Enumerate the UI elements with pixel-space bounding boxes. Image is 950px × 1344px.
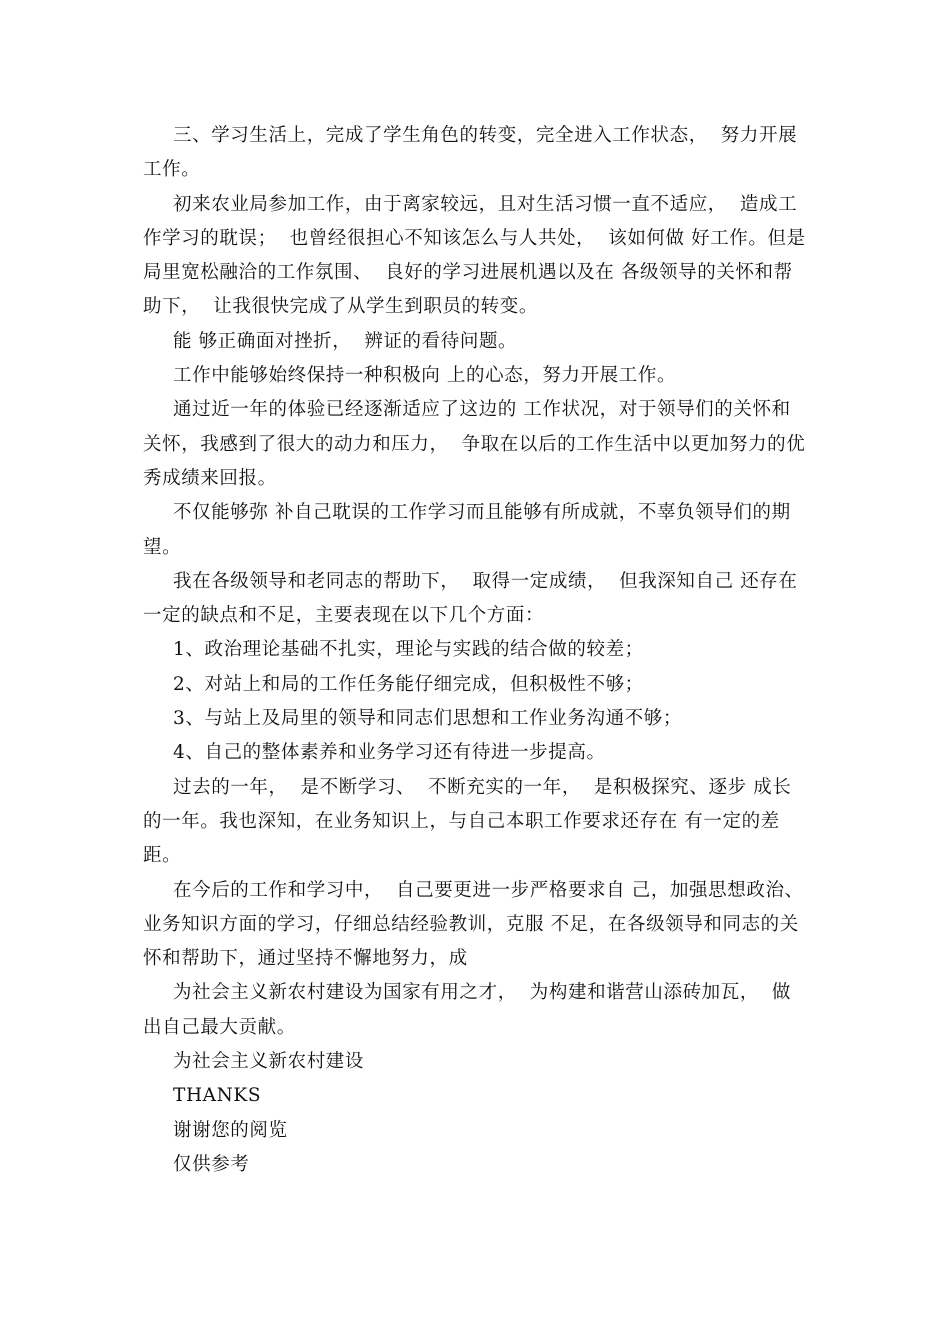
paragraph-attitude: 工作中能够始终保持一种积极向 上的心态，努力开展工作。	[173, 365, 677, 387]
paragraph-expectations: 不仅能够弥 补自己耽误的工作学习而且能够有所成就，不辜负领导们的期望。	[143, 502, 791, 558]
closing-line-reading: 谢谢您的阅览	[173, 1119, 288, 1141]
closing-line-rural: 为社会主义新农村建设	[173, 1051, 365, 1073]
paragraph-past-year: 过去的一年， 是不断学习、 不断充实的一年， 是积极探究、逐步 成长的一年。我也深知，在业务知识上，与自己本职工作要求还存在 有一定的差距。	[143, 776, 792, 867]
list-item-3: 3、与站上及局里的领导和同志们思想和工作业务沟通不够；	[173, 708, 682, 730]
paragraph-setbacks: 能 够正确面对挫折， 辨证的看待问题。	[173, 330, 518, 352]
list-item-4: 4、自己的整体素养和业务学习还有待进一步提高。	[173, 742, 606, 764]
closing-line-reference: 仅供参考	[173, 1153, 250, 1175]
paragraph-learning-life: 三、学习生活上，完成了学生角色的转变，完全进入工作状态， 努力开展工作。	[143, 125, 798, 181]
paragraph-shortcomings-intro: 我在各级领导和老同志的帮助下， 取得一定成绩， 但我深知自己 还存在一定的缺点和不足，主要表现在以下几个方面：	[143, 570, 798, 627]
list-item-2: 2、对站上和局的工作任务能仔细完成，但积极性不够；	[173, 673, 644, 695]
paragraph-future: 在今后的工作和学习中， 自己要更进一步严格要求自 己，加强思想政治、业务知识方面的学习，仔细总结经验教训，克服 不足，在各级领导和同志的关怀和帮助下，通过坚持不懈地努力，成	[143, 879, 804, 970]
paragraph-contribution: 为社会主义新农村建设为国家有用之才， 为构建和谐营山添砖加瓦， 做出自己最大贡献。	[143, 982, 792, 1038]
list-item-1: 1、政治理论基础不扎实，理论与实践的结合做的较差；	[173, 639, 644, 661]
paragraph-arrival: 初来农业局参加工作，由于离家较远，且对生活习惯一直不适应， 造成工作学习的耽误； 也曾经很担心不知该怎么与人共处， 该如何做 好工作。但是局里宽松融洽的工作氛围、 良好的学习进展机遇以及在 各级领导的关怀和帮助下， 让我很快完成了从学生到职员的转变。	[143, 193, 806, 318]
document-body	[143, 119, 808, 1182]
paragraph-experience: 通过近一年的体验已经逐渐适应了这边的 工作状况，对于领导们的关怀和关怀，我感到了很大的动力和压力， 争取在以后的工作生活中以更加努力的优秀成绩来回报。	[143, 399, 806, 489]
closing-line-thanks: THANKS	[173, 1085, 262, 1107]
